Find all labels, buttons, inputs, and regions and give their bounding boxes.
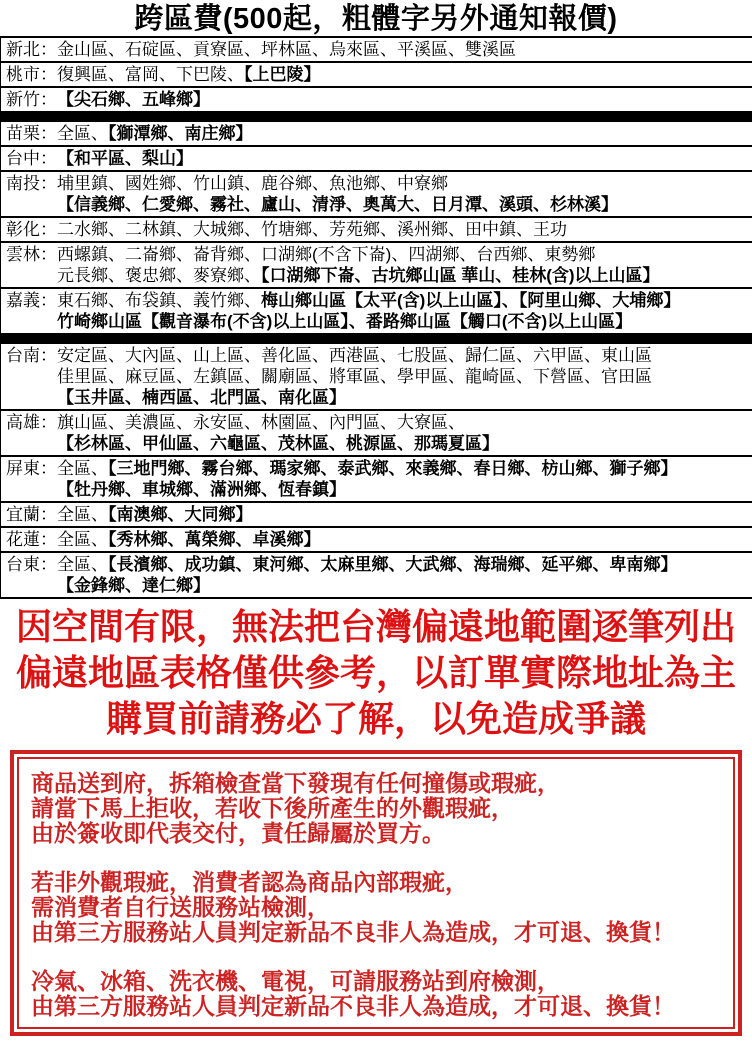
district-text: 全區、 — [57, 459, 108, 478]
premium-district-text: 【和平區、梨山】 — [57, 149, 193, 168]
page-title: 跨區費(500起，粗體字另外通知報價) — [0, 0, 752, 38]
premium-district-text: 【獅潭鄉、南庄鄉】 — [108, 124, 253, 143]
warning-line: 需消費者自行送服務站檢測， — [31, 894, 330, 920]
warning-paragraph — [31, 771, 725, 846]
row-line — [57, 412, 752, 433]
row-line — [57, 554, 752, 575]
district-lines — [57, 123, 752, 144]
region-label — [6, 412, 57, 433]
region-label — [6, 290, 57, 311]
district-text: 旗山區、美濃區、永安區、林園區、內門區、大寮區、 — [57, 413, 465, 432]
region-colon: ： — [40, 40, 57, 59]
premium-district-text: 【秀林鄉、萬榮鄉、卓溪鄉】 — [108, 530, 321, 549]
row-line — [57, 244, 752, 265]
table-row — [1, 411, 752, 457]
row-line — [57, 89, 752, 110]
section-divider-bar — [1, 113, 752, 122]
warning-line: 若非外觀瑕疵，消費者認為商品內部瑕疵， — [31, 869, 468, 895]
region-name: 花蓮 — [6, 530, 40, 549]
region-colon: ： — [40, 65, 57, 84]
district-lines — [57, 458, 752, 500]
district-text: 全區、 — [57, 124, 108, 143]
district-text: 全區、 — [57, 505, 108, 524]
table-row — [1, 122, 752, 147]
district-text: 全區、 — [57, 530, 108, 549]
district-lines — [57, 219, 752, 240]
region-label — [6, 173, 57, 194]
region-label — [6, 504, 57, 525]
district-lines — [57, 89, 752, 110]
table-row — [1, 457, 752, 503]
region-colon: ： — [40, 505, 57, 524]
premium-district-text: 【牡丹鄉、車城鄉、滿洲鄉、恆春鎮】 — [57, 480, 346, 499]
region-name: 桃市 — [6, 65, 40, 84]
row-line — [57, 39, 752, 60]
district-text: 西螺鎮、二崙鄉、崙背鄉、口湖鄉(不含下崙)、四湖鄉、台西鄉、東勢鄉 — [57, 245, 596, 264]
inspection-warning-box-inner — [17, 757, 735, 1029]
row-line — [57, 148, 752, 169]
region-name: 台中 — [6, 149, 40, 168]
district-lines — [57, 412, 752, 454]
row-line — [57, 575, 752, 596]
table-row — [1, 38, 752, 63]
notice-line: 因空間有限，無法把台灣偏遠地範圍逐筆列出 — [15, 606, 736, 647]
warning-paragraph — [31, 870, 725, 945]
region-label — [6, 219, 57, 240]
table-row — [1, 289, 752, 335]
premium-district-text: 【玉井區、楠西區、北門區、南化區】 — [57, 388, 346, 407]
region-colon: ： — [40, 413, 57, 432]
region-colon: ： — [40, 245, 57, 264]
region-name: 嘉義 — [6, 291, 40, 310]
premium-district-text: 【尖石鄉、五峰鄉】 — [57, 90, 210, 109]
warning-line: 由第三方服務站人員判定新品不良非人為造成，才可退、換貨！ — [31, 919, 675, 945]
row-line — [57, 345, 752, 366]
row-line — [57, 433, 752, 454]
district-text: 全區、 — [57, 555, 108, 574]
region-colon: ： — [40, 459, 57, 478]
district-lines — [57, 173, 752, 215]
notice-line: 購買前請務必了解，以免造成爭議 — [105, 698, 646, 739]
district-lines — [57, 64, 752, 85]
row-line — [57, 173, 752, 194]
row-line — [57, 311, 752, 332]
region-name: 台南 — [6, 346, 40, 365]
district-text: 元長鄉、褒忠鄉、麥寮鄉、 — [57, 266, 261, 285]
section-divider-bar — [1, 335, 752, 344]
region-colon: ： — [40, 530, 57, 549]
district-lines — [57, 504, 752, 525]
region-name: 新北 — [6, 40, 40, 59]
remote-area-notice — [0, 599, 752, 744]
region-label — [6, 39, 57, 60]
region-label — [6, 148, 57, 169]
region-colon: ： — [40, 346, 57, 365]
table-row — [1, 553, 752, 599]
district-text: 佳里區、麻豆區、左鎮區、關廟區、將軍區、學甲區、龍崎區、下營區、官田區 — [57, 367, 652, 386]
row-line — [57, 458, 752, 479]
inspection-warning-box — [10, 750, 742, 1036]
table-row — [1, 63, 752, 88]
region-colon: ： — [40, 291, 57, 310]
row-line — [57, 290, 752, 311]
region-label — [6, 244, 57, 265]
table-row — [1, 218, 752, 243]
table-row — [1, 528, 752, 553]
region-colon: ： — [40, 124, 57, 143]
table-row — [1, 172, 752, 218]
table-row — [1, 147, 752, 172]
district-text: 金山區、石碇區、貢寮區、坪林區、烏來區、平溪區、雙溪區 — [57, 40, 516, 59]
row-line — [57, 219, 752, 240]
region-colon: ： — [40, 555, 57, 574]
notice-line: 偏遠地區表格僅供參考，以訂單實際地址為主 — [15, 652, 736, 693]
region-name: 高雄 — [6, 413, 40, 432]
district-text: 埔里鎮、國姓鄉、竹山鎮、鹿谷鄉、魚池鄉、中寮鄉 — [57, 174, 448, 193]
district-text: 安定區、大內區、山上區、善化區、西港區、七股區、歸仁區、六甲區、東山區 — [57, 346, 652, 365]
region-label — [6, 89, 57, 110]
region-label — [6, 458, 57, 479]
region-colon: ： — [40, 90, 57, 109]
district-lines — [57, 244, 752, 286]
district-lines — [57, 148, 752, 169]
table-row — [1, 503, 752, 528]
row-line — [57, 529, 752, 550]
warning-line: 商品送到府，拆箱檢查當下發現有任何撞傷或瑕疵， — [31, 770, 560, 796]
row-line — [57, 479, 752, 500]
premium-district-text: 【上巴陵】 — [244, 65, 321, 84]
warning-paragraph — [31, 969, 725, 1019]
region-label — [6, 529, 57, 550]
region-table — [0, 38, 752, 599]
premium-district-text: 梅山鄉山區【太平(含)以上山區】、【阿里山鄉、大埔鄉】 — [261, 291, 681, 310]
region-colon: ： — [40, 174, 57, 193]
district-text: 復興區、富岡、下巴陵、 — [57, 65, 244, 84]
row-line — [57, 123, 752, 144]
region-name: 雲林 — [6, 245, 40, 264]
region-name: 屏東 — [6, 459, 40, 478]
row-line — [57, 265, 752, 286]
region-colon: ： — [40, 220, 57, 239]
district-text: 東石鄉、布袋鎮、義竹鄉、 — [57, 291, 261, 310]
region-name: 彰化 — [6, 220, 40, 239]
district-lines — [57, 529, 752, 550]
row-line — [57, 504, 752, 525]
region-name: 宜蘭 — [6, 505, 40, 524]
region-label — [6, 345, 57, 366]
warning-line: 由於簽收即代表交付，責任歸屬於買方。 — [31, 820, 445, 846]
region-label — [6, 554, 57, 575]
premium-district-text: 【金鋒鄉、達仁鄉】 — [57, 576, 210, 595]
region-name: 苗栗 — [6, 124, 40, 143]
region-label — [6, 123, 57, 144]
table-row — [1, 344, 752, 411]
district-text: 二水鄉、二林鎮、大城鄉、竹塘鄉、芳苑鄉、溪州鄉、田中鎮、王功 — [57, 220, 567, 239]
premium-district-text: 【南澳鄉、大同鄉】 — [108, 505, 253, 524]
district-lines — [57, 39, 752, 60]
premium-district-text: 【口湖鄉下崙、古坑鄉山區 華山、桂林(含)以上山區】 — [261, 266, 660, 285]
warning-line: 冷氣、冰箱、洗衣機、電視，可請服務站到府檢測， — [31, 968, 560, 994]
premium-district-text: 【信義鄉、仁愛鄉、霧社、廬山、清淨、奧萬大、日月潭、溪頭、杉林溪】 — [57, 195, 618, 214]
region-label — [6, 64, 57, 85]
premium-district-text: 竹崎鄉山區【觀音瀑布(不含)以上山區】、番路鄉山區【觸口(不含)以上山區】 — [57, 312, 633, 331]
row-line — [57, 64, 752, 85]
warning-line: 請當下馬上拒收，若收下後所產生的外觀瑕疵， — [31, 795, 514, 821]
district-lines — [57, 345, 752, 408]
region-colon: ： — [40, 149, 57, 168]
table-row — [1, 88, 752, 113]
premium-district-text: 【杉林區、甲仙區、六龜區、茂林區、桃源區、那瑪夏區】 — [57, 434, 499, 453]
warning-line: 由第三方服務站人員判定新品不良非人為造成，才可退、換貨！ — [31, 993, 675, 1019]
row-line — [57, 194, 752, 215]
premium-district-text: 【長濱鄉、成功鎮、東河鄉、太麻里鄉、大武鄉、海瑞鄉、延平鄉、卑南鄉】 — [108, 555, 678, 574]
district-lines — [57, 554, 752, 596]
premium-district-text: 【三地門鄉、霧台鄉、瑪家鄉、泰武鄉、來義鄉、春日鄉、枋山鄉、獅子鄉】 — [108, 459, 678, 478]
row-line — [57, 366, 752, 387]
district-lines — [57, 290, 752, 332]
table-row — [1, 243, 752, 289]
row-line — [57, 387, 752, 408]
region-name: 南投 — [6, 174, 40, 193]
region-name: 新竹 — [6, 90, 40, 109]
region-name: 台東 — [6, 555, 40, 574]
